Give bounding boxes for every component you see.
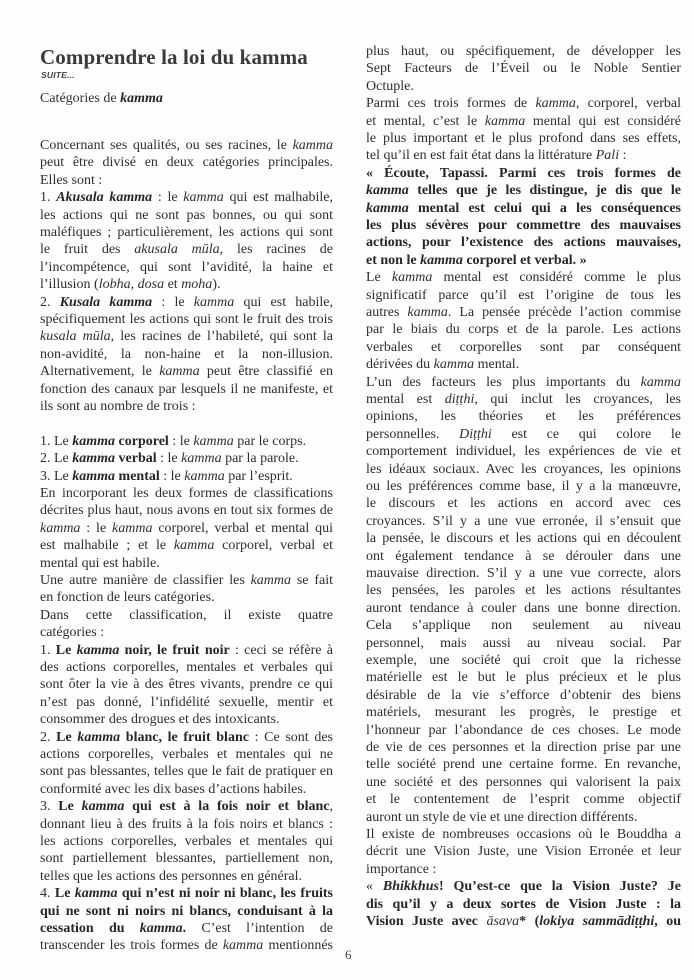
text-run: « <box>366 879 383 895</box>
text-run: matérielle est le but le plus précieux et le plus <box>366 670 681 686</box>
text-run: Dans cette classification, il existe quatre <box>40 607 333 623</box>
text-line <box>366 130 681 148</box>
emphasized-run: kamma <box>184 468 225 484</box>
text-line <box>366 78 681 96</box>
text-run: peut être divisé en deux catégories principales. <box>40 155 333 171</box>
emphasized-run: Diṭṭhi <box>459 426 492 442</box>
text-run: 3. Le <box>40 468 73 484</box>
emphasized-run: cessation du <box>40 921 140 936</box>
emphasized-run: kamma <box>391 270 433 286</box>
text-line <box>40 346 333 364</box>
text-line <box>40 137 333 155</box>
text-run: décrites plus haut, nous avons en tout six formes de <box>40 503 333 519</box>
text-run: personnelles. <box>366 426 460 442</box>
emphasized-run: kamma <box>420 252 463 268</box>
text-line <box>366 548 681 566</box>
emphasized-run: kamma <box>159 364 200 380</box>
emphasized-run: , ou <box>654 914 681 929</box>
emphasized-run: dosa <box>137 277 165 293</box>
text-line <box>40 781 333 799</box>
emphasized-run: blanc, le fruit blanc <box>120 729 249 745</box>
text-run: conformité avec les dix bases d’actions habiles. <box>40 781 307 797</box>
text-line <box>40 259 333 277</box>
text-line <box>40 885 333 903</box>
text-line <box>366 426 681 444</box>
emphasized-run: kamma <box>173 538 215 554</box>
article-title: Comprendre la loi du kamma <box>40 45 308 69</box>
text-line <box>40 207 333 225</box>
text-run: Octuple. <box>366 78 414 94</box>
text-line <box>40 241 333 259</box>
emphasized-run: Bhikkhus <box>382 879 439 895</box>
text-line <box>40 763 333 781</box>
text-run: et mental, c’est le <box>366 113 485 129</box>
text-line <box>366 861 681 879</box>
continued-label: SUITE... <box>41 70 75 80</box>
text-line <box>366 113 681 131</box>
text-run: sont partiellement blessantes, partiellement non, <box>40 851 333 867</box>
text-line <box>40 607 333 625</box>
text-line <box>366 478 681 496</box>
text-run: mental qui est habile. <box>40 555 160 571</box>
text-run: mauvaise direction. S’il y a une vue correcte, alors <box>366 566 681 581</box>
text-run: autres <box>366 305 408 320</box>
text-run: , les racines de <box>219 242 333 258</box>
text-run: croyances. S’il y a une vue erronée, il s’ensuit que <box>366 513 681 529</box>
emphasized-run: kamma <box>222 938 264 954</box>
text-run: spécifiquement les actions qui sont le fruit des trois <box>40 312 333 327</box>
text-line <box>40 711 333 729</box>
emphasized-run: Le <box>54 886 75 902</box>
text-line <box>40 468 333 486</box>
text-line <box>366 147 681 165</box>
text-line <box>366 826 681 844</box>
text-line <box>366 513 681 531</box>
text-line <box>40 415 333 433</box>
text-line <box>366 756 681 774</box>
text-run: transcender les trois formes de <box>40 938 223 954</box>
emphasized-run: Le <box>56 729 78 745</box>
text-run: le plus important et le plus profond dans ses effets, <box>366 131 681 146</box>
text-line <box>40 624 333 642</box>
emphasized-run: kamma <box>535 96 576 112</box>
text-run: C’est l’intention de <box>186 921 334 936</box>
text-line <box>40 363 333 381</box>
text-run: est ce qui colore le <box>491 426 682 442</box>
text-run: ont également tendance à se dérouler dans une <box>366 548 681 564</box>
text-run: le fruit des <box>40 242 135 258</box>
text-run: ou les préférences comme base, il y a la manœuvre, <box>366 479 681 494</box>
text-run: Concernant ses qualités, ou ses racines, le <box>40 138 293 153</box>
text-run: Il existe de nombreuses occasions où le Bouddha a <box>366 827 681 842</box>
text-line <box>40 694 333 712</box>
emphasized-run: āsava <box>486 914 520 929</box>
text-run: ils sont au nombre de trois : <box>40 399 196 414</box>
text-run: fonction des canaux par lesquels il ne manifeste, et <box>40 381 333 397</box>
text-run: comportement individuel, les expériences de vie et <box>366 444 681 460</box>
text-run: l’incompétence, qui sont l’avidité, la haine et <box>40 259 333 275</box>
text-line <box>40 172 333 190</box>
text-run: , corporel, verbal <box>575 96 681 112</box>
text-run: par le biais du corps et de la parole. Les actions <box>366 322 681 338</box>
text-run: mentionnés <box>263 938 333 954</box>
text-run: : Ce sont des <box>248 729 334 745</box>
emphasized-run: kamma <box>250 573 292 588</box>
text-run: Une autre manière de classifier les <box>40 573 251 588</box>
text-line <box>366 669 681 687</box>
text-run: corporel, verbal et mental qui <box>152 520 333 536</box>
text-line <box>366 182 681 200</box>
text-run: 2. Le <box>40 451 73 467</box>
emphasized-run: kamma <box>76 642 120 658</box>
text-run: les actions qui ne sont pas bonnes, ou qui sont <box>40 207 333 223</box>
emphasized-run: ! Qu’est-ce que la Vision Juste? Je <box>438 879 682 895</box>
text-run: , qui inclut les croyances, les <box>474 392 681 407</box>
text-line <box>40 729 333 747</box>
text-line <box>40 833 333 851</box>
emphasized-run: . <box>182 921 187 936</box>
text-line <box>366 217 681 235</box>
emphasized-run: « Écoute, Tapassi. Parmi ces trois formes de <box>366 165 681 181</box>
text-run: exemple, une société qui croit que la richesse <box>366 653 681 668</box>
text-line <box>366 600 681 618</box>
section-heading <box>40 91 163 107</box>
text-run: : le <box>168 433 194 449</box>
text-run: mental est <box>366 392 445 407</box>
emphasized-run: kamma <box>40 520 81 536</box>
text-run: : le <box>80 520 113 536</box>
text-line <box>366 774 681 792</box>
text-run: Alternativement, le <box>40 364 160 380</box>
emphasized-run: kamma <box>484 113 526 129</box>
text-run: qui est habile, <box>234 294 334 310</box>
emphasized-run: Le <box>55 642 77 658</box>
text-line <box>40 520 333 538</box>
text-run: auront un style de vie et une direction différents. <box>366 809 638 825</box>
emphasized-run: kamma <box>74 886 118 902</box>
text-run: auront tendance à couler dans une bonne direction. <box>366 600 681 616</box>
text-line <box>40 311 333 329</box>
text-line <box>366 269 681 287</box>
emphasized-run: Pali <box>595 148 620 164</box>
text-run: 3. <box>40 799 59 815</box>
emphasized-run: diṭṭhi <box>444 392 475 407</box>
text-run: Le <box>366 270 392 286</box>
emphasized-run: kamma <box>292 138 333 153</box>
text-run: : le <box>156 451 182 467</box>
text-line <box>366 843 681 861</box>
text-run: actions corporelles, verbales et mentales qui ne <box>40 747 333 762</box>
text-line <box>40 850 333 868</box>
text-run: l’illusion ( <box>40 277 99 293</box>
text-run: 1. Le <box>40 433 73 449</box>
text-run: personnel, mais aussi au niveau social. Par <box>366 635 681 651</box>
text-run: maléfiques ; particulièrement, les actions qui sont <box>40 225 333 240</box>
text-line <box>366 913 681 931</box>
text-run: Elles sont : <box>40 172 103 188</box>
text-run: mental. <box>474 357 520 373</box>
text-line <box>366 165 681 183</box>
emphasized-run: kamma <box>81 799 125 815</box>
emphasized-run: kamma <box>366 183 409 199</box>
emphasized-run: moha <box>181 277 213 293</box>
emphasized-run: Le <box>58 799 82 815</box>
emphasized-run: kamma <box>183 190 224 206</box>
text-run: matériels, mesurant les progrès, le prestige et <box>366 705 681 721</box>
text-line <box>366 896 681 914</box>
text-run: la pensée, le discours et les actions qui en découlent <box>366 531 681 547</box>
text-run: une société et des personnes qui valorisent la paix <box>366 774 681 790</box>
emphasized-run: kamma <box>407 305 448 320</box>
emphasized-run: kamma <box>640 374 681 390</box>
text-line <box>366 878 681 896</box>
text-run: 2. <box>40 729 57 745</box>
text-line <box>40 398 333 416</box>
text-line <box>40 659 333 677</box>
text-line <box>40 589 333 607</box>
text-line <box>366 443 681 461</box>
text-line <box>40 276 333 294</box>
text-line <box>366 739 681 757</box>
text-line <box>366 687 681 705</box>
emphasized-run: verbal <box>115 451 157 467</box>
text-run: . La pensée précède l’action commise <box>447 305 681 320</box>
text-run: des actions corporelles, mentales et verbales qui <box>40 660 333 675</box>
text-line <box>40 381 333 399</box>
emphasized-run: kamma <box>72 468 116 484</box>
text-run: Cela s’applique non seulement au niveau <box>366 618 681 634</box>
text-line <box>366 495 681 513</box>
section-heading-term: kamma <box>120 91 163 106</box>
text-run: le discours et les actions en accord avec ces <box>366 496 681 512</box>
text-run: par l’esprit. <box>224 468 293 484</box>
text-line <box>40 189 333 207</box>
text-run: verbales et corporelles sont par conséquent <box>366 339 681 355</box>
text-run: : le <box>152 294 194 310</box>
text-line <box>366 565 681 583</box>
text-run: En incorporant les deux formes de classifications <box>40 486 333 501</box>
text-line <box>366 200 681 218</box>
text-line <box>366 617 681 635</box>
text-line <box>40 537 333 555</box>
text-line <box>40 450 333 468</box>
text-line <box>40 572 333 590</box>
text-run: ). <box>212 277 221 293</box>
text-run: catégories : <box>40 625 105 641</box>
text-line <box>366 304 681 322</box>
text-run: et le contentement de l’esprit comme objectif <box>366 792 681 808</box>
text-line <box>366 234 681 252</box>
text-run: l’honneur par l’abondance de ces choses. Le mode <box>366 722 681 738</box>
text-run: , <box>130 277 138 293</box>
text-line <box>366 321 681 339</box>
text-run: plus haut, ou spécifiquement, de développer les <box>366 44 681 59</box>
emphasized-run: qui n’est ni noir ni blanc, les fruits <box>117 886 333 902</box>
text-line <box>366 530 681 548</box>
text-line <box>366 60 681 78</box>
emphasized-run: kamma <box>366 200 409 216</box>
text-line <box>366 43 681 61</box>
text-line <box>40 328 333 346</box>
text-line <box>366 374 681 392</box>
emphasized-run: telles que je les distingue, je dis que le <box>408 183 681 199</box>
text-run: en fonction de leurs catégories. <box>40 590 215 606</box>
text-run: : <box>619 148 627 164</box>
text-run: 4. <box>40 886 55 902</box>
text-run: désirable de la vie s’efforce d’obtenir des biens <box>366 687 681 703</box>
emphasized-run: kamma <box>193 433 234 449</box>
text-run: non-avidité, la non-haine et la non-illusion. <box>40 346 333 362</box>
text-run: les pensées, les paroles et les actions résultantes <box>366 583 681 599</box>
text-run: consommer des drogues et des intoxicants. <box>40 712 280 728</box>
emphasized-run: kamma <box>181 451 222 467</box>
text-run: sont pas blessantes, telles que le fait de pratiquer en <box>40 764 333 780</box>
text-run: , <box>329 799 333 815</box>
text-line <box>40 294 333 312</box>
emphasized-run: kamma <box>193 294 235 310</box>
text-line <box>40 903 333 921</box>
emphasized-run: kamma <box>112 520 153 536</box>
text-run: peut être classifié en <box>199 364 333 380</box>
emphasized-run: les plus sévères pour commettre des mauvaises <box>366 218 681 233</box>
text-run: sont ôter la vie à des êtres vivants, prendre ce qui <box>40 677 333 693</box>
text-run: par le corps. <box>233 433 307 449</box>
text-line <box>40 502 333 520</box>
emphasized-run: qui est à la fois noir et blanc <box>124 799 330 815</box>
emphasized-run: kamma <box>433 357 475 373</box>
text-line <box>40 555 333 573</box>
text-line <box>40 798 333 816</box>
text-run: , les racines de l’habileté, qui sont la <box>110 329 333 345</box>
text-line <box>40 485 333 503</box>
text-line <box>366 635 681 653</box>
text-run: : le <box>159 468 185 484</box>
emphasized-run: mental <box>115 468 160 484</box>
text-run: Parmi ces trois formes de <box>366 96 536 112</box>
emphasized-run: corporel <box>115 433 169 449</box>
text-line <box>40 676 333 694</box>
text-run: telles que les actions des personnes en général. <box>40 868 303 884</box>
text-run: n’est pas donné, l’infidélité sexuelle, mentir et <box>40 694 333 710</box>
section-heading-text: Catégories de <box>40 91 121 106</box>
text-run: 1. <box>40 190 57 206</box>
text-run: L’un des facteurs les plus importants du <box>366 374 641 390</box>
text-line <box>40 937 333 955</box>
emphasized-run: actions, pour l’existence des actions mauvaises, <box>366 235 681 251</box>
text-line <box>366 461 681 479</box>
emphasized-run: Vision Juste avec <box>366 914 487 929</box>
text-run: Sept Facteurs de l’Éveil ou le Noble Sentier <box>366 61 681 77</box>
text-run: qui est malhabile, <box>223 190 333 206</box>
text-line <box>40 816 333 834</box>
text-run: corporel, verbal et <box>214 538 333 554</box>
text-run: telle société prend une certaine forme. En revanche, <box>366 757 681 773</box>
text-run: les actions corporelles, verbales et mentales qui <box>40 834 333 849</box>
text-run: 1. <box>40 642 56 658</box>
emphasized-run: noir, le fruit noir <box>119 642 230 658</box>
text-run: opinions, les théories et les préférences <box>366 409 681 425</box>
text-line <box>40 642 333 660</box>
text-run: 2. <box>40 294 60 310</box>
text-line <box>366 339 681 357</box>
text-line <box>366 704 681 722</box>
emphasized-run: * ( <box>519 914 540 929</box>
emphasized-run: akusala mūla <box>134 242 220 258</box>
page-number: 6 <box>345 947 352 962</box>
emphasized-run: kamma <box>72 451 116 467</box>
emphasized-run: kamma <box>72 433 116 449</box>
text-line <box>366 391 681 409</box>
text-line <box>366 791 681 809</box>
emphasized-run: lokiya sammādiṭṭhi <box>539 914 655 929</box>
text-line <box>366 722 681 740</box>
text-line <box>366 809 681 827</box>
text-line <box>366 582 681 600</box>
emphasized-run: et non le <box>366 252 421 268</box>
emphasized-run: kamma <box>139 921 183 936</box>
text-line <box>366 252 681 270</box>
text-line <box>366 408 681 426</box>
text-run: : ceci se réfère à <box>229 642 333 658</box>
text-run: les idéaux sociaux. Avec les croyances, les opinions <box>366 461 681 477</box>
text-run: importance : <box>366 861 437 877</box>
text-run: : le <box>152 190 184 206</box>
text-line <box>40 224 333 242</box>
text-line <box>40 868 333 886</box>
emphasized-run: qui ne sont ni noirs ni blancs, conduisant à la <box>40 903 333 919</box>
emphasized-run: dis qu’il y a deux sortes de Vision Juste : la <box>366 896 681 912</box>
text-run: mental est considéré comme le plus <box>432 270 681 286</box>
text-run: décrit une Vision Juste, une Vision Erronée et leur <box>366 844 681 860</box>
text-run: se fait <box>291 573 333 588</box>
text-line <box>40 746 333 764</box>
text-line <box>366 652 681 670</box>
text-line <box>40 433 333 451</box>
text-run: de vie de ces personnes et la direction prise par une <box>366 740 681 755</box>
text-line <box>366 287 681 305</box>
emphasized-run: kusala mūla <box>40 329 111 345</box>
emphasized-run: corporel et verbal. » <box>462 252 587 268</box>
emphasized-run: Akusala kamma <box>56 190 153 206</box>
text-line <box>40 154 333 172</box>
text-run: par la parole. <box>221 451 299 467</box>
text-run: significatif parce qu’il est l’origine de tous les <box>366 287 681 303</box>
text-run: donnant lieu à des fruits à la fois noirs et blancs : <box>40 816 333 832</box>
text-line <box>40 920 333 938</box>
emphasized-run: mental est celui qui a les conséquences <box>408 200 681 216</box>
emphasized-run: Kusala kamma <box>59 294 153 310</box>
emphasized-run: kamma <box>77 729 121 745</box>
text-run: mental qui est considéré <box>525 113 681 129</box>
emphasized-run: lobha <box>98 277 131 293</box>
text-line <box>366 95 681 113</box>
text-run: dérivées du <box>366 357 434 373</box>
text-run: et <box>164 277 182 293</box>
text-line <box>366 356 681 374</box>
text-run: tel qu’il en est fait état dans la littérature <box>366 148 596 164</box>
text-run: est malhabile ; et le <box>40 538 174 554</box>
